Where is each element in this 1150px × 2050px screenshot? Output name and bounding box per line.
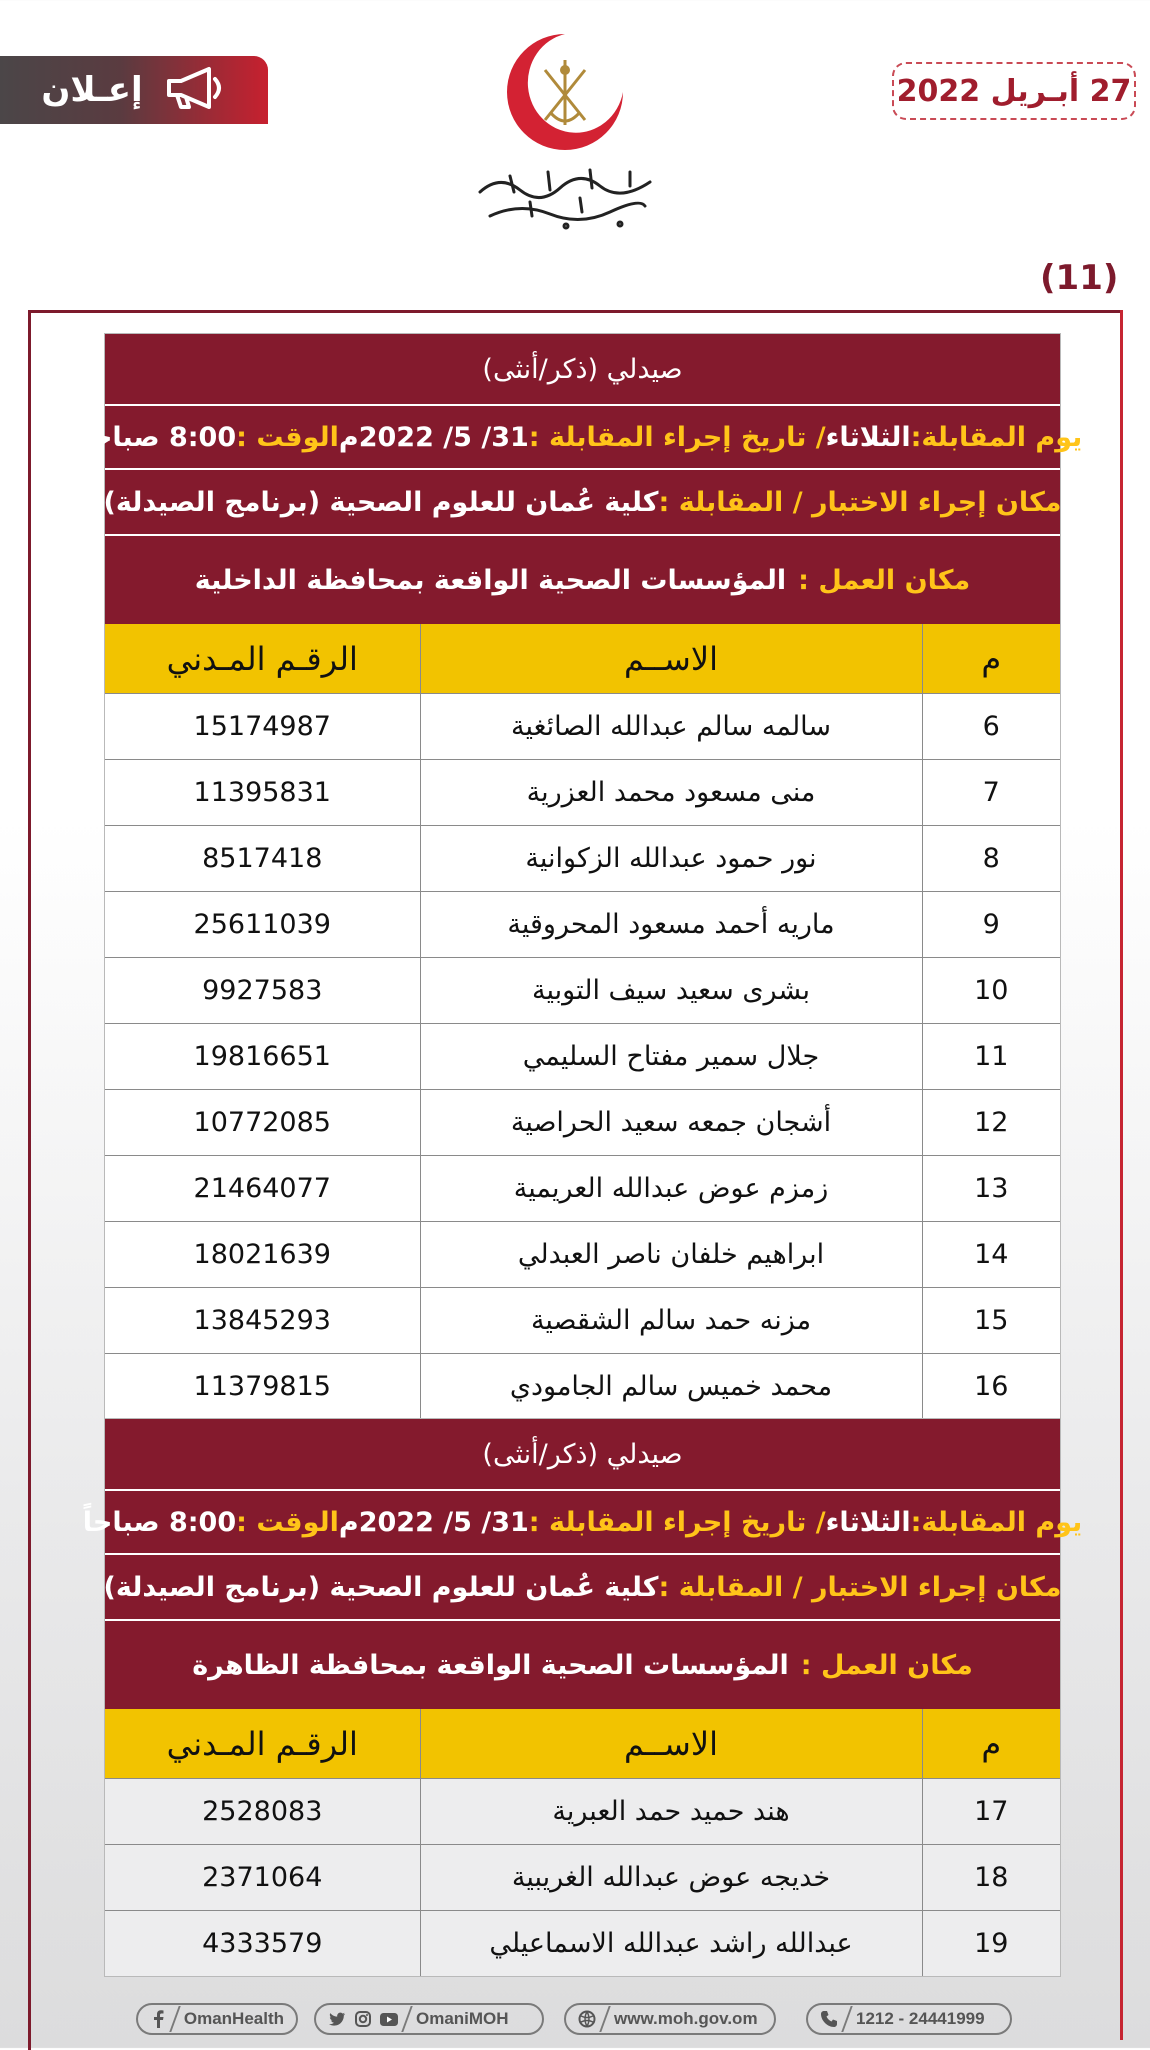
- row-number: 17: [922, 1779, 1060, 1845]
- row-civil-id: 9927583: [105, 958, 420, 1024]
- date-label: / تاريخ إجراء المقابلة :: [528, 421, 826, 453]
- frame-border-top: [28, 310, 1122, 313]
- row-number: 6: [922, 694, 1060, 760]
- facebook-handle: OmanHealth: [183, 2009, 284, 2028]
- work-value: المؤسسات الصحية الواقعة بمحافظة الداخلية: [194, 564, 787, 596]
- work-label: مكان العمل :: [798, 564, 971, 596]
- ministry-calligraphy-logo: [470, 162, 660, 232]
- instagram-icon: [354, 2010, 372, 2028]
- row-civil-id: 2528083: [105, 1779, 420, 1845]
- row-name: بشرى سعيد سيف التوبية: [420, 958, 922, 1024]
- row-civil-id: 18021639: [105, 1222, 420, 1288]
- table-row: [105, 694, 1060, 760]
- candidates-table: [105, 624, 1060, 1419]
- table-row: [105, 760, 1060, 826]
- phone-icon: [820, 2010, 838, 2028]
- table-row: [105, 1090, 1060, 1156]
- candidates-section-2: [82, 1418, 1083, 1977]
- row-name: سالمه سالم عبدالله الصائغية: [420, 694, 922, 760]
- row-name: ابراهيم خلفان ناصر العبدلي: [420, 1222, 922, 1288]
- row-civil-id: 21464077: [105, 1156, 420, 1222]
- row-number: 12: [922, 1090, 1060, 1156]
- row-civil-id: 4333579: [105, 1911, 420, 1977]
- test-place-row: [105, 1555, 1060, 1621]
- date-value: 31/ 5/ 2022م: [338, 421, 529, 453]
- candidates-section-1: [82, 333, 1083, 1420]
- phone-pill[interactable]: [806, 2003, 1012, 2035]
- oman-emblem-logo: [490, 30, 640, 155]
- row-number: 18: [922, 1845, 1060, 1911]
- table-row: [105, 1156, 1060, 1222]
- job-title: صيدلي (ذكر/أنثى): [105, 334, 1060, 406]
- work-place-row: [105, 536, 1060, 624]
- row-name: زمزم عوض عبدالله العريمية: [420, 1156, 922, 1222]
- table-row: [105, 958, 1060, 1024]
- column-header-civil-id: الرقـم المـدني: [105, 1709, 420, 1779]
- page-number: (11): [1040, 258, 1119, 298]
- footer-contacts: [136, 2003, 1016, 2037]
- row-name: عبدالله راشد عبدالله الاسماعيلي: [420, 1911, 922, 1977]
- date-label: / تاريخ إجراء المقابلة :: [528, 1506, 826, 1538]
- day-value: الثلاثاء: [825, 1506, 911, 1538]
- row-name: خديجه عوض عبدالله الغريبية: [420, 1845, 922, 1911]
- place-value: كلية عُمان للعلوم الصحية (برنامج الصيدلة): [103, 1571, 659, 1603]
- row-civil-id: 25611039: [105, 892, 420, 958]
- row-number: 11: [922, 1024, 1060, 1090]
- row-civil-id: 11395831: [105, 760, 420, 826]
- time-value: 8:00 صباحاً: [82, 421, 237, 453]
- divider: [401, 2006, 412, 2032]
- row-civil-id: 10772085: [105, 1090, 420, 1156]
- megaphone-icon: [165, 65, 227, 115]
- row-name: محمد خميس سالم الجامودي: [420, 1354, 922, 1420]
- work-label: مكان العمل :: [800, 1649, 973, 1681]
- social-handle: OmaniMOH: [416, 2009, 509, 2028]
- section-header: [82, 334, 1083, 624]
- table-row: [105, 826, 1060, 892]
- column-header-m: م: [922, 624, 1060, 694]
- facebook-pill[interactable]: [136, 2003, 298, 2035]
- test-place-row: [105, 470, 1060, 536]
- place-value: كلية عُمان للعلوم الصحية (برنامج الصيدلة): [103, 486, 659, 518]
- day-label: يوم المقابلة:: [910, 421, 1083, 453]
- interview-date-row: [82, 406, 1083, 470]
- row-number: 15: [922, 1288, 1060, 1354]
- column-header-civil-id: الرقـم المـدني: [105, 624, 420, 694]
- work-value: المؤسسات الصحية الواقعة بمحافظة الظاهرة: [192, 1649, 789, 1681]
- phone-number: 1212 - 24441999: [856, 2009, 985, 2028]
- date-value: 31/ 5/ 2022م: [338, 1506, 529, 1538]
- place-label: مكان إجراء الاختبار / المقابلة :: [658, 1571, 1062, 1603]
- announcement-banner: [0, 56, 268, 124]
- row-civil-id: 15174987: [105, 694, 420, 760]
- row-name: جلال سمير مفتاح السليمي: [420, 1024, 922, 1090]
- row-name: نور حمود عبدالله الزكوانية: [420, 826, 922, 892]
- job-title: صيدلي (ذكر/أنثى): [105, 1419, 1060, 1491]
- interview-date-row: [82, 1491, 1083, 1555]
- divider: [841, 2006, 852, 2032]
- table-row: [105, 892, 1060, 958]
- table-row: [105, 1024, 1060, 1090]
- table-row: [105, 1354, 1060, 1420]
- row-number: 16: [922, 1354, 1060, 1420]
- work-place-row: [105, 1621, 1060, 1709]
- candidates-table: [105, 1709, 1060, 1976]
- announcement-label: إعـلان: [41, 70, 143, 110]
- website-pill[interactable]: [564, 2003, 776, 2035]
- row-civil-id: 8517418: [105, 826, 420, 892]
- row-number: 10: [922, 958, 1060, 1024]
- row-name: مزنه حمد سالم الشقصية: [420, 1288, 922, 1354]
- table-row: [105, 1288, 1060, 1354]
- table-row: [105, 1845, 1060, 1911]
- table-row: [105, 1222, 1060, 1288]
- table-row: [105, 1779, 1060, 1845]
- facebook-icon: [150, 2010, 166, 2028]
- divider: [599, 2006, 610, 2032]
- day-value: الثلاثاء: [825, 421, 911, 453]
- row-civil-id: 19816651: [105, 1024, 420, 1090]
- time-value: 8:00 صباحاً: [82, 1506, 237, 1538]
- date-badge: 27 أبـريل 2022: [892, 62, 1136, 120]
- column-header-name: الاســم: [420, 1709, 922, 1779]
- row-civil-id: 11379815: [105, 1354, 420, 1420]
- youtube-icon: [380, 2010, 398, 2028]
- row-civil-id: 2371064: [105, 1845, 420, 1911]
- row-name: ماريه أحمد مسعود المحروقية: [420, 892, 922, 958]
- row-name: منى مسعود محمد العزرية: [420, 760, 922, 826]
- row-name: هند حميد حمد العبرية: [420, 1779, 922, 1845]
- time-label: الوقت :: [236, 1506, 339, 1538]
- row-number: 19: [922, 1911, 1060, 1977]
- frame-border-left: [28, 310, 31, 2050]
- day-label: يوم المقابلة:: [910, 1506, 1083, 1538]
- website-url: www.moh.gov.om: [614, 2009, 758, 2028]
- time-label: الوقت :: [236, 421, 339, 453]
- table-row: [105, 1911, 1060, 1977]
- row-number: 13: [922, 1156, 1060, 1222]
- place-label: مكان إجراء الاختبار / المقابلة :: [658, 486, 1062, 518]
- divider: [169, 2006, 180, 2032]
- row-civil-id: 13845293: [105, 1288, 420, 1354]
- row-name: أشجان جمعه سعيد الحراصية: [420, 1090, 922, 1156]
- social-pill[interactable]: [314, 2003, 544, 2035]
- section-header: [82, 1419, 1083, 1709]
- globe-icon: [578, 2010, 596, 2028]
- row-number: 7: [922, 760, 1060, 826]
- column-header-name: الاســم: [420, 624, 922, 694]
- row-number: 8: [922, 826, 1060, 892]
- twitter-icon: [328, 2010, 346, 2028]
- frame-border-right: [1120, 310, 1123, 2040]
- row-number: 9: [922, 892, 1060, 958]
- column-header-m: م: [922, 1709, 1060, 1779]
- row-number: 14: [922, 1222, 1060, 1288]
